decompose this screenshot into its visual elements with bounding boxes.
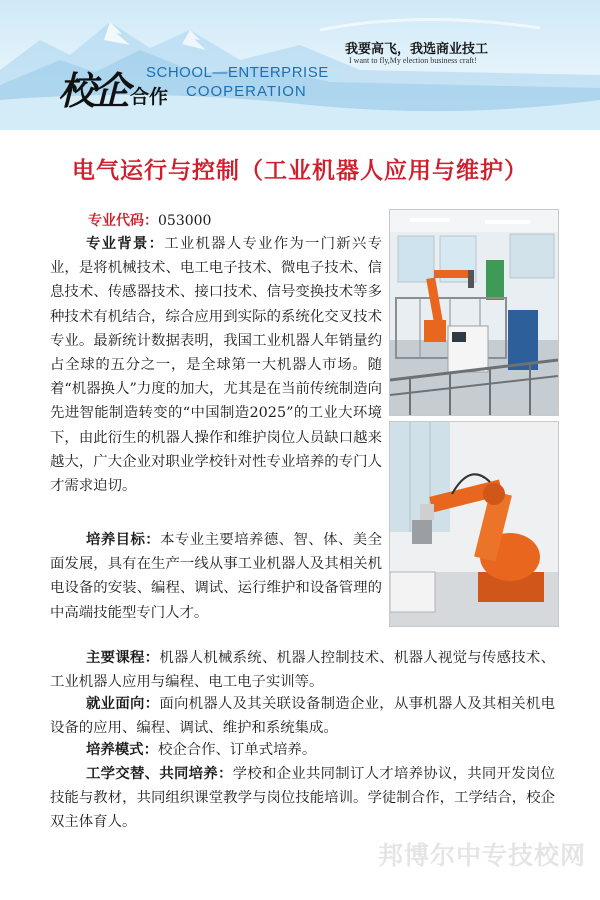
section-text: 学校和企业共同制订人才培养协议，共同开发岗位技能与教材，共同组织课堂教学与岗位技能培训。学徒制合作，工学结合，校企双主体育人。 [50, 766, 555, 831]
slogan-english: I want to fly,My election business craft! [349, 56, 477, 65]
page-title: 电气运行与控制（工业机器人应用与维护） [72, 158, 528, 184]
robot-lab-photo [389, 209, 559, 416]
section-employment [50, 692, 555, 740]
section-label: 就业面向： [86, 696, 160, 712]
section-work-study [50, 762, 555, 835]
section-text: 面向机器人及其关联设备制造企业，从事机器人及其相关机电设备的应用、编程、调试、维护和系统集成。 [50, 696, 555, 737]
major-code-value: 053000 [158, 213, 212, 229]
section-training-mode [50, 738, 555, 762]
robot-lab-image [390, 210, 558, 415]
section-label: 专业背景： [86, 236, 165, 252]
section-label: 培养目标： [86, 532, 161, 548]
slogan-chinese: 我要高飞，我选商业技工 [345, 42, 489, 57]
section-background [50, 232, 382, 498]
logo-xiaoqi: 校企 [58, 68, 127, 113]
section-text: 校企合作、订单式培养。 [157, 742, 317, 758]
logo-english-line2: COOPERATION [186, 83, 307, 100]
section-text: 本专业主要培养德、智、体、美全面发展，具有在生产一线从事工业机器人及其相关机电设备的安装、编程、调试、运行维护和设备管理的中高端技能型专门人才。 [50, 532, 382, 621]
major-code [88, 211, 211, 231]
section-training-goal [50, 528, 382, 625]
section-label: 培养模式： [86, 742, 158, 758]
section-label: 主要课程： [86, 650, 160, 666]
major-code-label: 专业代码： [88, 213, 158, 229]
section-text: 机器人机械系统、机器人控制技术、机器人视觉与传感技术、工业机器人应用与编程、电工电子实训等。 [50, 650, 555, 691]
watermark: 邦博尔中专技校网 [378, 841, 587, 870]
header-banner [0, 0, 600, 130]
logo-english-line1: SCHOOL—ENTERPRISE [146, 64, 329, 81]
industrial-robot-image [390, 422, 558, 626]
section-label: 工学交替、共同培养： [86, 766, 233, 782]
industrial-robot-photo [389, 421, 559, 627]
logo-hezuo: 合作 [130, 86, 169, 108]
section-main-courses [50, 646, 555, 694]
section-text: 工业机器人专业作为一门新兴专业，是将机械技术、电工电子技术、微电子技术、信息技术、传感器技术、接口技术、信号变换技术等多种技术有机结合，综合应用到实际的系统化交叉技术专业。最新统计数据表明，我国工业机器人年销量约占全球的五分之一，是全球第一大机器人市场。随着“机器换人”力度的加大，尤其是在当前传统制造向先进智能制造转变的“中国制造2025”的工业大环境下，由此衍生的机器人操作和维护岗位人员缺口越来越大，广大企业对职业学校针对性专业培养的专门人才需求迫切。 [50, 236, 382, 495]
